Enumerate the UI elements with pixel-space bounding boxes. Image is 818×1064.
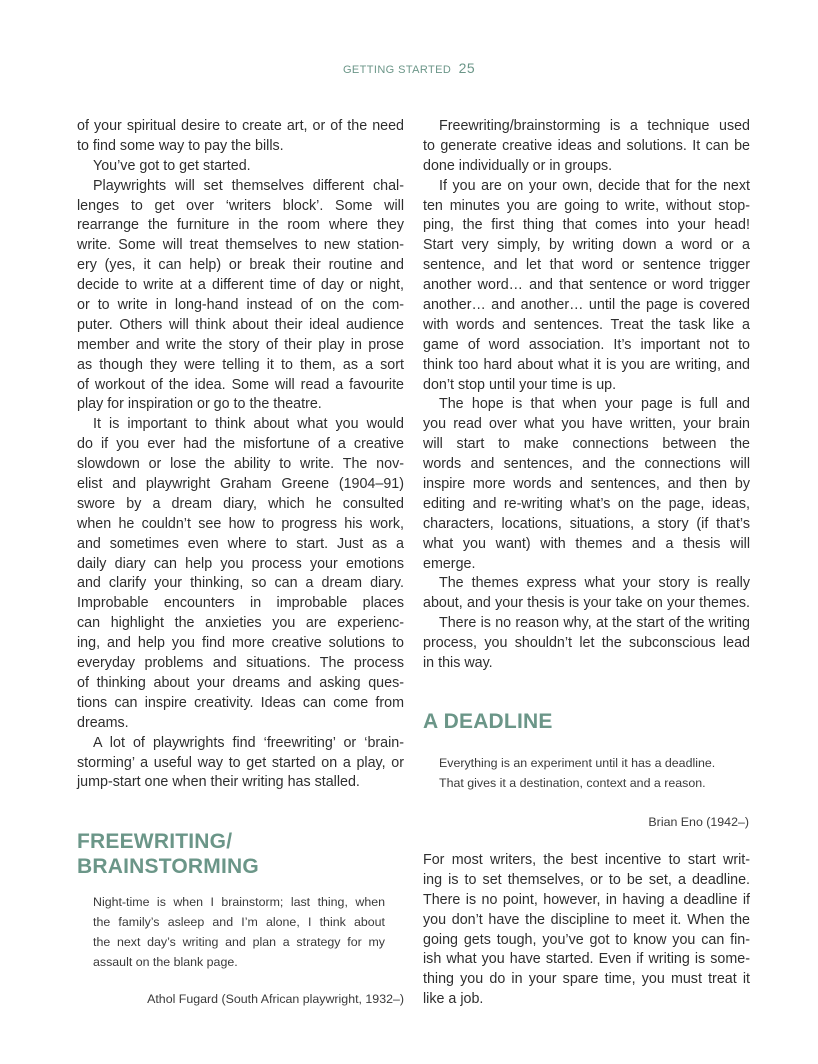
text-line: write. Some will treat themselves to new station- [77, 237, 404, 254]
left-column-body [77, 117, 404, 793]
text-line: when he couldn’t see how to progress his work, [77, 515, 404, 532]
quote-line: Night-time is when I brainstorm; last thing, when [93, 895, 385, 909]
text-line: There is no point, however, in having a deadline if [423, 891, 750, 908]
text-line: don’t stop until your time is up. [423, 376, 617, 393]
quote-line: That gives it a destination, context and a reason. [439, 776, 706, 790]
text-line: rearrange the furniture in the room where they [77, 217, 404, 234]
text-line: ten minutes you are going to write, without stop- [423, 197, 750, 214]
text-line: There is no reason why, at the start of the writing [439, 615, 750, 632]
text-line: elist and playwright Graham Greene (1904–91) [77, 476, 404, 493]
text-line: as though they were telling it to them, as a sort [77, 356, 404, 373]
quote-attribution-eno: Brian Eno (1942–) [648, 815, 749, 829]
text-line: For most writers, the best incentive to start writ- [423, 852, 750, 868]
text-line: of thinking about your dreams and asking ques- [77, 674, 404, 691]
quote-attribution-fugard: Athol Fugard (South African playwright, 1932–) [147, 992, 404, 1006]
text-line: ing, and help you find more creative solutions to [77, 635, 404, 652]
text-line: The hope is that when your page is full and [439, 396, 750, 413]
text-line: slowdown or lose the ability to write. The nov- [77, 456, 404, 473]
text-line: to find some way to pay the bills. [77, 137, 284, 154]
text-line: ish what you have started. Even if writing is some- [423, 951, 750, 968]
text-line: and clarify your thinking, so can a dream diary. [77, 575, 404, 592]
text-line: of workout of the idea. Some will read a favourite [77, 376, 404, 393]
text-line: another word… and that sentence or word trigger [423, 277, 750, 294]
text-line: of your spiritual desire to create art, or of the need [77, 118, 404, 134]
text-line: daily diary can help you process your emotions [77, 555, 404, 572]
section-heading-freewriting [77, 829, 259, 879]
text-line: about, and your thesis is your take on your themes. [423, 595, 750, 612]
quote-line: the next day’s writing and plan a strategy for my [93, 935, 385, 949]
right-column-body [423, 117, 750, 674]
text-line: with words and sentences. Treat the task like a [423, 316, 750, 333]
text-line: The themes express what your story is really [439, 575, 750, 592]
text-line: inspire more words and sentences, and then by [423, 476, 750, 493]
text-line: jump-start one when their writing has stalled. [77, 774, 360, 791]
text-line: storming’ a useful way to get started on a play, or [77, 754, 404, 771]
text-line: It is important to think about what you would [93, 416, 404, 433]
text-line: sentence, and let that word or sentence trigger [423, 257, 750, 274]
text-line: thing you do in your spare time, you must treat it [423, 971, 750, 988]
text-line: process, you shouldn’t let the subconscious lead [423, 635, 750, 652]
text-line: ery (yes, it can help) or break their routine and [77, 257, 404, 274]
text-line: another… and another… until the page is covered [423, 297, 750, 314]
text-line: swore by a dream diary, which he consulted [77, 495, 404, 512]
text-line: Freewriting/brainstorming is a technique used [439, 118, 750, 134]
running-head [0, 60, 818, 76]
text-line: in this way. [423, 655, 493, 672]
text-line: If you are on your own, decide that for the next [439, 177, 750, 194]
text-line: member and write the story of their play in prose [77, 336, 404, 353]
text-line: Improbable encounters in improbable places [77, 595, 404, 612]
text-line: can highlight the anxieties you are experienc- [77, 615, 404, 632]
section-heading-deadline: A DEADLINE [423, 710, 553, 733]
section-title: GETTING STARTED [342, 64, 452, 76]
text-line: what you want) with themes and a thesis will [423, 535, 750, 552]
deadline-body [423, 851, 750, 1010]
text-line: tions can inspire creativity. Ideas can come from [77, 694, 404, 711]
heading-line: FREEWRITING/ [77, 830, 233, 853]
text-line: ing is to set themselves, or to be set, a deadline. [423, 871, 750, 888]
text-line: play for inspiration or go to the theatre. [77, 396, 322, 413]
text-line: think too hard about what it is you are writing, and [423, 356, 750, 373]
text-line: you don’t have the discipline to meet it. When the [423, 911, 750, 928]
quote-line: the family’s asleep and I’m alone, I think about [93, 915, 385, 929]
epigraph-quote-eno [439, 753, 739, 793]
text-line: lenges to get over ‘writers block’. Some will [77, 197, 404, 214]
text-line: and sometimes even where to start. Just as a [77, 535, 404, 552]
text-line: or to write in long-hand instead of on the com- [77, 297, 404, 314]
text-line: Playwrights will set themselves different chal- [93, 177, 404, 194]
text-line: words and sentences, and the connections will [423, 456, 750, 473]
text-line: going gets tough, you’ve got to know you can fin- [423, 931, 750, 948]
text-line: game of word association. It’s important not to [423, 336, 750, 353]
text-line: done individually or in groups. [423, 157, 613, 174]
text-line: decide to write at a different time of day or night, [77, 277, 404, 294]
text-line: Start very simply, by writing down a word or a [423, 237, 750, 254]
epigraph-quote-fugard [93, 892, 385, 972]
text-line: editing and re-writing what’s on the page, ideas, [423, 495, 750, 512]
text-line: emerge. [423, 555, 476, 572]
text-line: you read over what you have written, your brain [423, 416, 750, 433]
text-line: puter. Others will think about their ideal audience [77, 316, 404, 333]
quote-line: assault on the blank page. [93, 955, 238, 969]
text-line: everyday problems and situations. The process [77, 655, 404, 672]
text-line: to generate creative ideas and solutions. It can be [423, 137, 750, 154]
page-number: 25 [458, 60, 476, 76]
heading-line: BRAINSTORMING [77, 855, 259, 878]
text-line: A lot of playwrights find ‘freewriting’ or ‘brain- [93, 734, 404, 751]
text-line: will start to make connections between the [423, 436, 750, 453]
text-line: You’ve got to get started. [93, 157, 251, 174]
text-line: ping, the first thing that comes into your head! [423, 217, 750, 234]
text-line: characters, locations, situations, a story (if that’s [423, 515, 750, 532]
quote-line: Everything is an experiment until it has a deadline. [439, 756, 716, 770]
text-line: like a job. [423, 991, 484, 1008]
text-line: do if you ever had the misfortune of a creative [77, 436, 404, 453]
text-line: dreams. [77, 714, 129, 731]
